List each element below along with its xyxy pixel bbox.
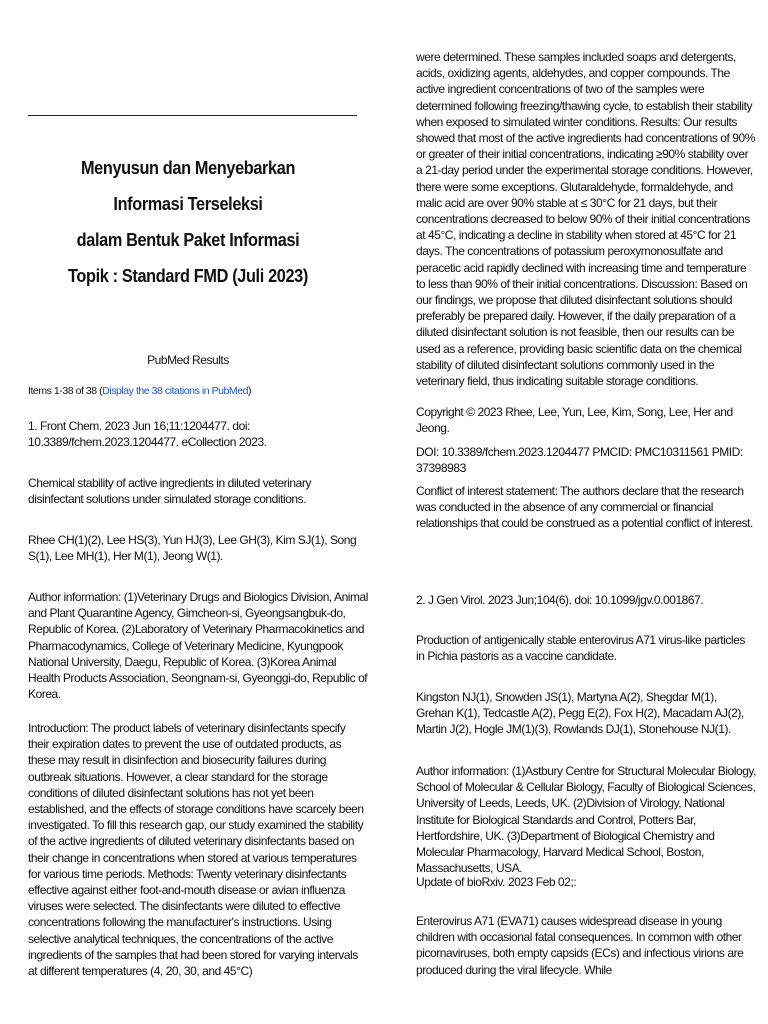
items-prefix: Items 1-38 of 38 (	[28, 385, 103, 397]
title-line: Topik : Standard FMD (Juli 2023)	[68, 265, 308, 286]
article-1-abstract-part1: Introduction: The product labels of veterinary disinfectants specify their expiration dates to prevent the use of outdated products, as these may result in disinfection and biosecurity failures during outbreak situations. However, a clear standard for the storage conditions of diluted disinfectant solutions has not yet been established, and the effects of storage conditions have scarcely been investigated. To fill this research gap, our study examined the stability of the active ingredients of diluted veterinary disinfectants based on their change in concentrations when stored at various temperatures for various time periods. Methods: Twenty veterinary disinfectants effective against either foot-and-mouth disease or avian influenza viruses were selected. The disinfectants were diluted to effective concentrations following the manufacturer's instructions. Using selective analytical techniques, the concentrations of the active ingredients of the samples that had been stored for varying intervals at different temperatures (4, 20, 30, and 45°C)	[28, 721, 364, 979]
article-2-author-info: Author information: (1)Astbury Centre for Structural Molecular Biology, School of Molecular & Cellular Biology, Faculty of Biological Sciences, University of Leeds, Leeds, UK. (2)Division of Virology, National Institute for Biological Standards and Control, Potters Bar, Hertfordshire, UK. (3)Department of Biological Chemistry and Molecular Pharmacology, Harvard Medical School, Boston, Massachusetts, USA.	[416, 764, 756, 876]
header-rule	[28, 115, 357, 116]
article-2-citation: 2. J Gen Virol. 2023 Jun;104(6). doi: 10.1099/jgv.0.001867.	[416, 593, 704, 607]
article-1-ids: DOI: 10.3389/fchem.2023.1204477 PMCID: PMC10311561 PMID: 37398983	[416, 445, 743, 476]
display-citations-link[interactable]: Display the 38 citations in PubMed	[102, 385, 248, 397]
article-1-abstract-part2: were determined. These samples included soaps and detergents, acids, oxidizing agents, aldehydes, and copper compounds. The active ingredient concentrations of two of the samples were determined following freezing/thawing cycle, to establish their stability when exposed to simulated winter conditions. Results: Our results showed that most of the active ingredients had concentrations of 90% or greater of their initial concentrations, indicating ≥90% stability over a 21-day period under the experimental storage conditions. However, there were some exceptions. Glutaraldehyde, formaldehyde, and malic acid are over 90% stable at ≤ 30°C for 21 days, but their concentrations decreased to below 90% of their initial concentrations at 45°C, indicating a decline in stability when stored at 45°C for 21 days. The concentrations of potassium peroxymonosulfate and peracetic acid rapidly declined with increasing time and temperature to less than 90% of their initial concentrations. Discussion: Based on our findings, we propose that diluted disinfectant solutions should preferably be prepared daily. However, if the daily preparation of a diluted disinfectant solution is not feasible, then our results can be used as a reference, providing basic scientific data on the chemical stability of diluted disinfectant solutions commonly used in the veterinary field, thus indicating suitable storage conditions.	[416, 50, 755, 389]
source-label: PubMed Results	[147, 353, 229, 367]
title-line: Menyusun dan Menyebarkan	[80, 157, 296, 178]
article-2-abstract-part1: Enterovirus A71 (EVA71) causes widespread disease in young children with occasional fatal consequences. In common with other picornaviruses, both empty capsids (ECs) and infectious virions are produced during the viral lifecycle. While	[416, 914, 744, 977]
article-1-citation: 1. Front Chem. 2023 Jun 16;11:1204477. doi: 10.3389/fchem.2023.1204477. eCollection 2023.	[28, 419, 267, 450]
article-1-copyright: Copyright © 2023 Rhee, Lee, Yun, Lee, Kim, Song, Lee, Her and Jeong.	[416, 405, 733, 436]
title-line: dalam Bentuk Paket Informasi	[76, 229, 300, 250]
article-2-authors: Kingston NJ(1), Snowden JS(1), Martyna A(2), Shegdar M(1), Grehan K(1), Tedcastle A(2), Pegg E(2), Fox H(2), Macadam AJ(2), Martin J(2), Hogle JM(1)(3), Rowlands DJ(1), Stonehouse NJ(1).	[416, 690, 744, 737]
items-suffix: )	[248, 385, 252, 397]
article-2-title: Production of antigenically stable enterovirus A71 virus-like particles in Pichia pastoris as a vaccine candidate.	[416, 633, 745, 664]
title-line: Informasi Terseleksi	[113, 193, 263, 214]
article-1-authors: Rhee CH(1)(2), Lee HS(3), Yun HJ(3), Lee GH(3), Kim SJ(1), Song S(1), Lee MH(1), Her M(1), Jeong W(1).	[28, 533, 357, 564]
article-1-conflict: Conflict of interest statement: The authors declare that the research was conducted in the absence of any commercial or financial relationships that could be construed as a potential conflict of interest.	[416, 484, 753, 531]
article-1-title: Chemical stability of active ingredients in diluted veterinary disinfectant solutions under simulated storage conditions.	[28, 476, 311, 507]
article-1-author-info: Author information: (1)Veterinary Drugs and Biologics Division, Animal and Plant Quarantine Agency, Gimcheon-si, Gyeongsangbuk-do, Republic of Korea. (2)Laboratory of Veterinary Pharmacokinetics and Pharmacodynamics, College of Veterinary Medicine, Kyungpook National University, Daegu, Republic of Korea. (3)Korea Animal Health Products Association, Seongnam-si, Gyeonggi-do, Republic of Korea.	[28, 590, 369, 702]
items-count	[28, 383, 358, 399]
page-title	[47, 150, 329, 294]
article-2-update: Update of bioRxiv. 2023 Feb 02;:	[416, 875, 577, 889]
